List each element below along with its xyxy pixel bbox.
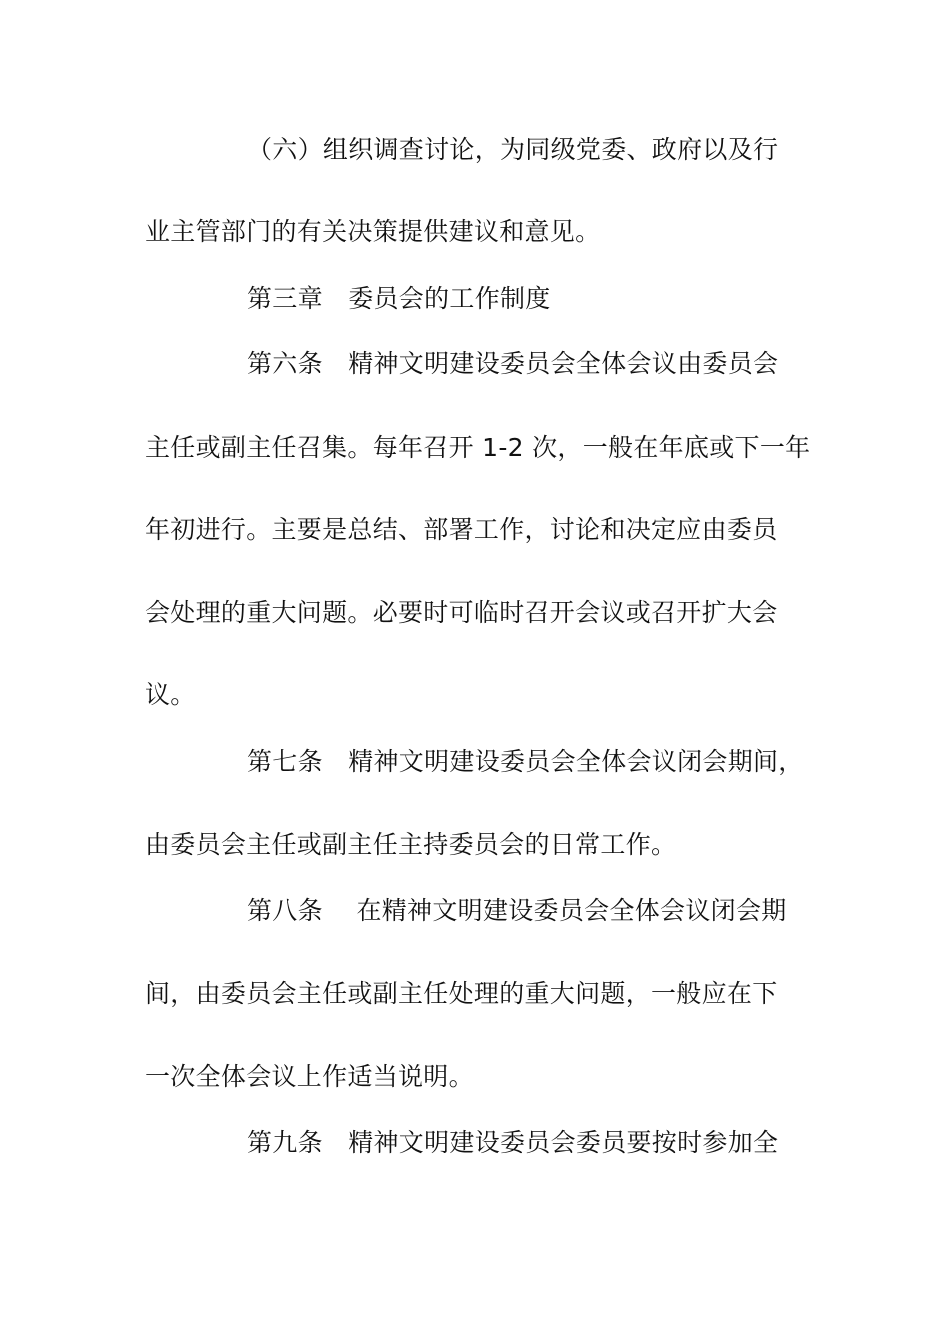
article-6-line-1: 第六条 精神文明建设委员会全体会议由委员会	[247, 349, 779, 378]
article-9-line-1: 第九条 精神文明建设委员会委员要按时参加全	[247, 1128, 779, 1157]
article-7-line-2: 由委员会主任或副主任主持委员会的日常工作。	[145, 830, 677, 859]
article-8-line-3: 一次全体会议上作适当说明。	[145, 1062, 474, 1091]
paragraph-item-6-line-1: （六）组织调查讨论，为同级党委、政府以及行	[247, 135, 779, 164]
article-6-line-4: 会处理的重大问题。必要时可临时召开会议或召开扩大会	[145, 598, 778, 627]
article-6-line-5: 议。	[145, 680, 196, 709]
article-8-line-1: 第八条 在精神文明建设委员会全体会议闭会期	[247, 896, 787, 925]
article-8-line-2: 间，由委员会主任或副主任处理的重大问题，一般应在下	[145, 979, 778, 1008]
article-6-line-3: 年初进行。主要是总结、部署工作，讨论和决定应由委员	[145, 515, 778, 544]
article-6-line-2: 主任或副主任召集。每年召开 1-2 次，一般在年底或下一年	[145, 433, 811, 462]
paragraph-item-6-line-2: 业主管部门的有关决策提供建议和意见。	[145, 217, 601, 246]
chapter-heading: 第三章 委员会的工作制度	[247, 284, 551, 313]
article-7-line-1: 第七条 精神文明建设委员会全体会议闭会期间，	[247, 747, 804, 776]
